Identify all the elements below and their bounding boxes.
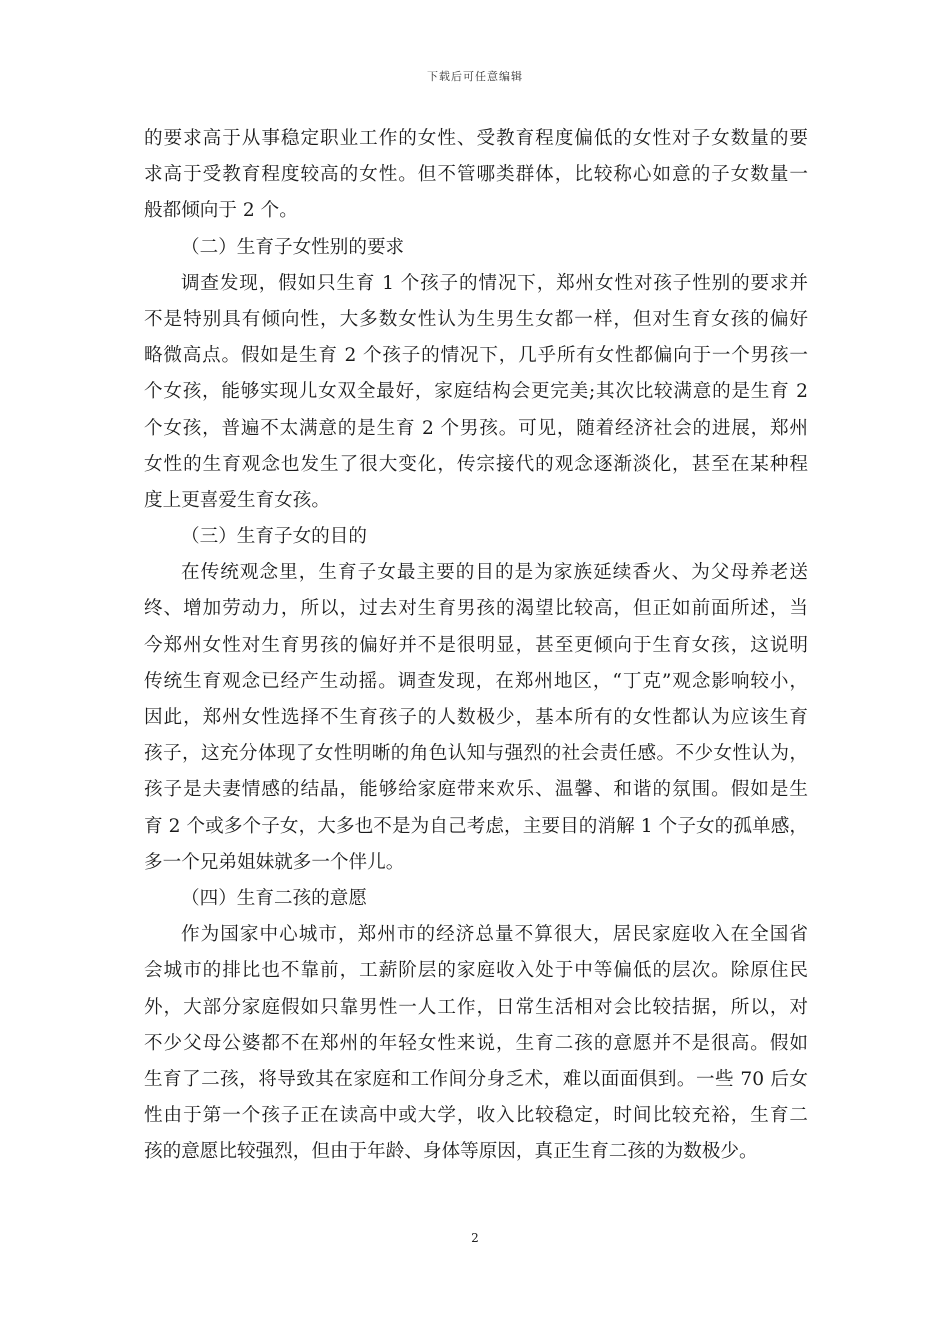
text-line: 度上更喜爱生育女孩。 — [144, 489, 330, 511]
text-line: 孩的意愿比较强烈，但由于年龄、身体等原因，真正生育二孩的为数极少。 — [144, 1141, 758, 1163]
text-line: 不是特别具有倾向性，大多数女性认为生男生女都一样，但对生育女孩的偏好 — [144, 308, 808, 330]
text-line: 外，大部分家庭假如只靠男性一人工作，日常生活相对会比较拮据，所以，对 — [144, 996, 808, 1018]
text-line: 调查发现，假如只生育 1 个孩子的情况下，郑州女性对孩子性别的要求并 — [181, 272, 808, 294]
text-line: 生育了二孩，将导致其在家庭和工作间分身乏术，难以面面俱到。一些 70 后女 — [144, 1068, 808, 1090]
header-note: 下载后可任意编辑 — [427, 70, 523, 83]
text-line: 的要求高于从事稳定职业工作的女性、受教育程度偏低的女性对子女数量的要 — [144, 128, 808, 149]
text-line: 会城市的排比也不靠前，工薪阶层的家庭收入处于中等偏低的层次。除原住民 — [144, 960, 808, 982]
section-heading: （三）生育子女的目的 — [181, 526, 367, 548]
text-line: 孩子是夫妻情感的结晶，能够给家庭带来欢乐、温馨、和谐的氛围。假如是生 — [144, 779, 808, 801]
page-number: 2 — [471, 1231, 479, 1245]
text-line: 不少父母公婆都不在郑州的年轻女性来说，生育二孩的意愿并不是很高。假如 — [144, 1032, 808, 1054]
text-line: 求高于受教育程度较高的女性。但不管哪类群体，比较称心如意的子女数量一 — [144, 164, 808, 186]
text-line: 育 2 个或多个子女，大多也不是为自己考虑，主要目的消解 1 个子女的孤单感， — [144, 815, 808, 837]
text-line: 因此，郑州女性选择不生育孩子的人数极少，基本所有的女性都认为应该生育 — [144, 707, 808, 728]
body-text — [144, 121, 808, 1170]
text-line: 略微高点。假如是生育 2 个孩子的情况下，几乎所有女性都偏向于一个男孩一 — [144, 345, 808, 367]
text-line: 孩子，这充分体现了女性明晰的角色认知与强烈的社会责任感。不少女性认为， — [144, 743, 808, 765]
text-line: 终、增加劳动力，所以，过去对生育男孩的渴望比较高，但正如前面所述，当 — [144, 598, 808, 620]
text-line: 传统生育观念已经产生动摇。调查发现，在郑州地区，“丁克”观念影响较小， — [144, 670, 808, 692]
section-heading: （二）生育子女性别的要求 — [181, 236, 405, 258]
text-line: 性由于第一个孩子正在读高中或大学，收入比较稳定，时间比较充裕，生育二 — [144, 1105, 808, 1127]
text-line: 女性的生育观念也发生了很大变化，传宗接代的观念逐渐淡化，甚至在某种程 — [144, 453, 808, 475]
text-line: 多一个兄弟姐妹就多一个伴儿。 — [144, 851, 405, 873]
text-line: 个女孩，普遍不太满意的是生育 2 个男孩。可见，随着经济社会的进展，郑州 — [144, 417, 808, 439]
text-line: 作为国家中心城市，郑州市的经济总量不算很大，居民家庭收入在全国省 — [181, 924, 808, 946]
text-line: 般都倾向于 2 个。 — [144, 200, 298, 222]
text-line: 今郑州女性对生育男孩的偏好并不是很明显，甚至更倾向于生育女孩，这说明 — [144, 634, 808, 656]
text-line: 个女孩，能够实现儿女双全最好，家庭结构会更完美;其次比较满意的是生育 2 — [144, 381, 808, 403]
section-heading: （四）生育二孩的意愿 — [181, 887, 367, 909]
text-line: 在传统观念里，生育子女最主要的目的是为家族延续香火、为父母养老送 — [181, 562, 808, 584]
